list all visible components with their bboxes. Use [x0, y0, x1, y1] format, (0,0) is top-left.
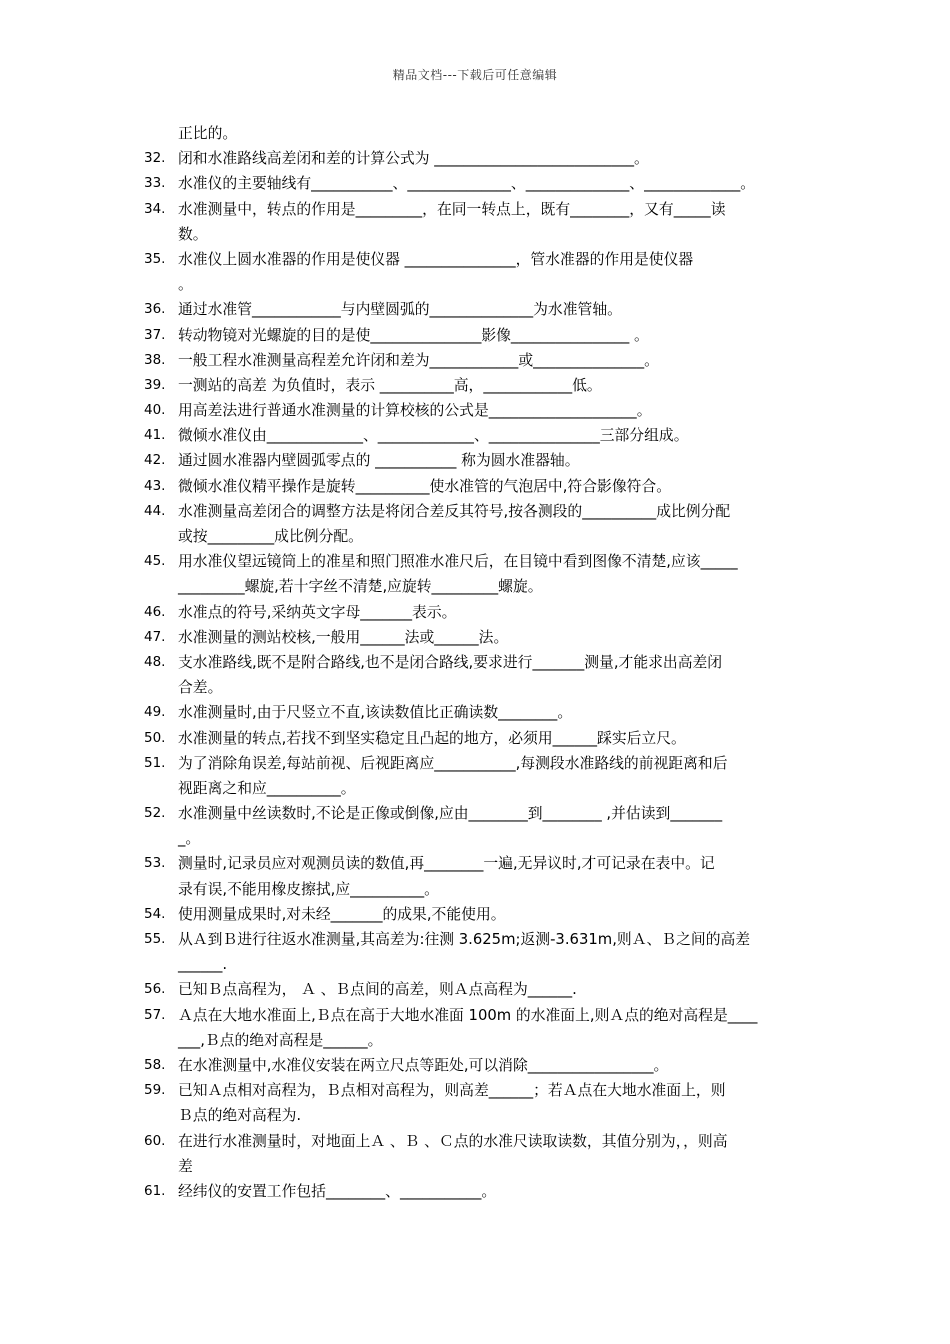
question-line — [0, 700, 950, 725]
question-line — [0, 625, 950, 650]
question-number: 34. — [144, 200, 166, 217]
question-line — [0, 549, 950, 574]
question-line — [0, 801, 950, 826]
question-line — [0, 448, 950, 473]
question-line — [0, 650, 950, 675]
question-text: ______. — [178, 956, 228, 974]
question-number: 44. — [144, 502, 166, 519]
question-number: 48. — [144, 653, 166, 670]
question-line — [0, 952, 950, 977]
question-text: ___,Ｂ点的绝对高程是______。 — [178, 1031, 383, 1049]
question-text: 数。 — [178, 225, 208, 243]
question-text: 或按_________成比例分配。 — [178, 528, 363, 545]
question-number: 56. — [144, 981, 166, 998]
question-text: 通过圆水准器内壁圆弧零点的 ___________ 称为圆水准器轴。 — [178, 452, 580, 470]
question-text: Ａ点在大地水准面上,Ｂ点在高于大地水准面 100m 的水准面上,则Ａ点的绝对高程是____ — [178, 1006, 758, 1024]
question-line — [0, 902, 950, 927]
question-text: _________螺旋,若十字丝不清楚,应旋转_________螺旋。 — [178, 578, 543, 596]
question-text: 一测站的高差 为负值时，表示 __________高，____________低。 — [178, 376, 602, 394]
question-text: 为了消除角误差,每站前视、后视距离应___________,每测段水准路线的前视距离和后 — [178, 754, 728, 772]
question-line — [0, 146, 950, 171]
question-text: 微倾水准仪精平操作是旋转__________使水准管的气泡居中,符合影像符合。 — [178, 477, 672, 495]
question-number: 53. — [144, 855, 166, 872]
question-line — [0, 1129, 950, 1154]
question-text: 用高差法进行普通水准测量的计算校核的公式是____________________。 — [178, 402, 652, 420]
question-line — [0, 1103, 950, 1128]
question-line — [0, 927, 950, 952]
question-text: 水准点的符号,采纳英文字母_______表示。 — [178, 603, 457, 621]
question-text: 用水准仪望远镜筒上的准星和照门照准水准尺后，在目镜中看到图像不清楚,应该_____ — [178, 553, 738, 571]
question-text: 一般工程水准测量高程差允许闭和差为____________或_______________。 — [178, 351, 659, 369]
question-number: 54. — [144, 905, 166, 922]
question-line — [0, 499, 950, 524]
question-line — [0, 423, 950, 448]
question-line — [0, 297, 950, 322]
question-number: 42. — [144, 452, 166, 469]
question-number: 46. — [144, 603, 166, 620]
question-text: 水准仪上圆水准器的作用是使仪器 _______________，管水准器的作用是使仪器 — [178, 250, 694, 268]
question-text: 水准测量时,由于尺竖立不直,该读数值比正确读数________。 — [178, 704, 573, 722]
question-number: 45. — [144, 553, 166, 570]
question-text: 水准测量高差闭合的调整方法是将闭合差反其符号,按各测段的__________成比例分配 — [178, 502, 731, 520]
question-line — [0, 851, 950, 876]
question-number: 33. — [144, 175, 166, 192]
question-number: 38. — [144, 351, 166, 368]
question-line — [0, 171, 950, 196]
question-line — [0, 247, 950, 272]
question-number: 61. — [144, 1182, 166, 1199]
question-number: 58. — [144, 1056, 166, 1073]
question-line — [0, 1154, 950, 1179]
question-line — [0, 726, 950, 751]
question-line — [0, 398, 950, 423]
question-text: 差 — [178, 1157, 193, 1175]
question-text: 在水准测量中,水准仪安装在两立尺点等距处,可以消除_________________。 — [178, 1056, 669, 1074]
question-line — [0, 1003, 950, 1028]
question-text: 水准测量的转点,若找不到坚实稳定且凸起的地方，必须用______踩实后立尺。 — [178, 729, 686, 747]
question-text: 已知Ａ点相对高程为，Ｂ点相对高程为，则高差______；若Ａ点在大地水准面上，则 — [178, 1082, 726, 1100]
question-number: 47. — [144, 628, 166, 645]
question-text: 水准测量中，转点的作用是_________，在同一转点上，既有________，又有_____读 — [178, 200, 726, 218]
question-text: 水准测量中丝读数时,不论是正像或倒像,应由________到________ ,并估读到_______ — [178, 805, 723, 823]
question-line — [0, 1078, 950, 1103]
question-line — [0, 1053, 950, 1078]
question-number: 55. — [144, 931, 166, 947]
question-line — [0, 600, 950, 625]
question-text: 正比的。 — [178, 125, 238, 142]
question-text: 支水准路线,既不是附合路线,也不是闭合路线,要求进行_______测量,才能求出高差闭 — [178, 653, 723, 671]
question-number: 36. — [144, 301, 166, 318]
question-number: 50. — [144, 729, 166, 746]
question-number: 51. — [144, 754, 166, 771]
question-number: 37. — [144, 326, 166, 343]
question-number: 59. — [144, 1082, 166, 1099]
question-line — [0, 272, 950, 297]
question-text: 测量时,记录员应对观测员读的数值,再________一遍,无异议时,才可记录在表中。记 — [178, 855, 715, 873]
question-text: 合差。 — [178, 679, 223, 697]
question-line — [0, 524, 950, 549]
question-line — [0, 323, 950, 348]
question-line — [0, 977, 950, 1002]
question-line — [0, 826, 950, 851]
question-number: 35. — [144, 250, 166, 267]
question-line — [0, 776, 950, 801]
question-text: 已知Ｂ点高程为， Ａ 、Ｂ点间的高差，则Ａ点高程为______. — [178, 981, 577, 999]
question-number: 57. — [144, 1006, 166, 1023]
question-text: 闭和水准路线高差闭和差的计算公式为 ___________________________。 — [178, 150, 649, 168]
question-number: 60. — [144, 1132, 166, 1149]
question-number: 43. — [144, 477, 166, 494]
question-text: 通过水准管____________与内壁圆弧的______________为水准管轴。 — [178, 301, 622, 319]
question-line — [0, 574, 950, 599]
question-text: 视距离之和应__________。 — [178, 779, 356, 797]
question-line — [0, 751, 950, 776]
question-line — [0, 1179, 950, 1204]
page-header: 精品文档---下载后可任意编辑 — [392, 68, 558, 82]
question-number: 52. — [144, 805, 166, 822]
question-number: 32. — [144, 150, 166, 167]
question-text: _。 — [178, 830, 201, 848]
question-text: 水准仪的主要轴线有___________、______________、______________、_____________。 — [178, 175, 756, 193]
question-line — [0, 197, 950, 222]
question-line — [0, 1028, 950, 1053]
question-number: 41. — [144, 427, 166, 444]
question-number: 49. — [144, 704, 166, 721]
question-number: 39. — [144, 376, 166, 393]
question-text: 经纬仪的安置工作包括________、___________。 — [178, 1182, 497, 1200]
question-text: 在进行水准测量时，对地面上Ａ 、Ｂ 、Ｃ点的水准尺读取读数，其值分别为，，则高 — [178, 1132, 728, 1150]
question-line — [0, 121, 950, 146]
question-list — [0, 121, 950, 1204]
question-text: 从Ａ到Ｂ进行往返水准测量,其高差为:往测 3.625m;返测-3.631m,则Ａ、Ｂ之间的高差 — [178, 931, 751, 948]
question-line — [0, 222, 950, 247]
question-text: 水准测量的测站校核,一般用______法或______法。 — [178, 628, 509, 646]
question-line — [0, 373, 950, 398]
question-text: 使用测量成果时,对未经_______的成果,不能使用。 — [178, 905, 506, 923]
question-line — [0, 877, 950, 902]
question-text: 。 — [178, 276, 193, 294]
question-line — [0, 348, 950, 373]
question-text: 录有误,不能用橡皮擦拭,应__________。 — [178, 880, 439, 898]
question-text: 微倾水准仪由_____________、_____________、_______________三部分组成。 — [178, 427, 689, 445]
question-text: Ｂ点的绝对高程为. — [178, 1107, 302, 1125]
question-text: 转动物镜对光螺旋的目的是使_______________影像________________ 。 — [178, 326, 649, 344]
question-line — [0, 474, 950, 499]
question-number: 40. — [144, 402, 166, 419]
question-line — [0, 675, 950, 700]
